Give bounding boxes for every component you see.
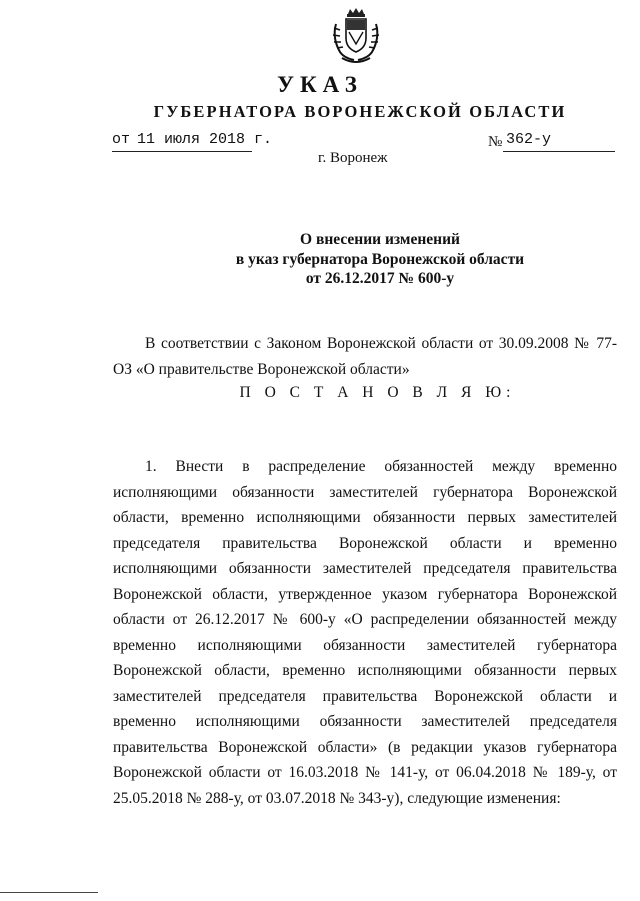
document-title: УКАЗ [277, 72, 363, 97]
decree-word: П О С Т А Н О В Л Я Ю: [239, 384, 516, 401]
subject-line-2: в указ губернатора Воронежской области [235, 250, 525, 268]
number-value: 362-у [506, 131, 552, 148]
paragraph-1: 1. Внести в распределение обязанностей между временно исполняющими обязанности заместителей губернатора Воронежской области, временно исполняющими обязанности первых заместителей председателя правительства Воронежской области и временно исполняющими обязанности заместителей председателя правительства Воронежской области, утвержденное указом губернатора Воронежской области от 26.12.2017 № 600-у «О распределении обязанностей между временно исполняющими обязанности заместителей губернатора Воронежской области, временно исполняющими обязанности первых заместителей председателя правительства Воронежской области и временно исполняющими обязанности заместителей председателя правительства Воронежской области» (в редакции указов губернатора Воронежской области от 16.03.2018 № 141-у, от 06.04.2018 № 189-у, от 25.05.2018 № 288-у, от 03.07.2018 № 343-у), следующие изменения: [113, 458, 617, 807]
subject-line-1: О внесении изменений [300, 231, 460, 248]
subject-line-3: от 26.12.2017 № 600-у [305, 270, 455, 287]
date-underline [112, 151, 252, 152]
city: г. Воронеж [318, 150, 388, 166]
intro-paragraph: В соответствии с Законом Воронежской области от 30.09.2008 № 77-ОЗ «О правительстве Воронежской области» [113, 335, 617, 378]
document-subject [150, 230, 610, 289]
number-underline [503, 151, 615, 152]
date-value: 11 июля 2018 г. [137, 131, 273, 148]
footer-divider [0, 892, 98, 893]
coat-of-arms-icon [330, 8, 382, 66]
date-prefix: от [112, 131, 131, 148]
number-sign: № [488, 134, 503, 150]
document-subtitle: ГУБЕРНАТОРА ВОРОНЕЖСКОЙ ОБЛАСТИ [153, 102, 567, 121]
